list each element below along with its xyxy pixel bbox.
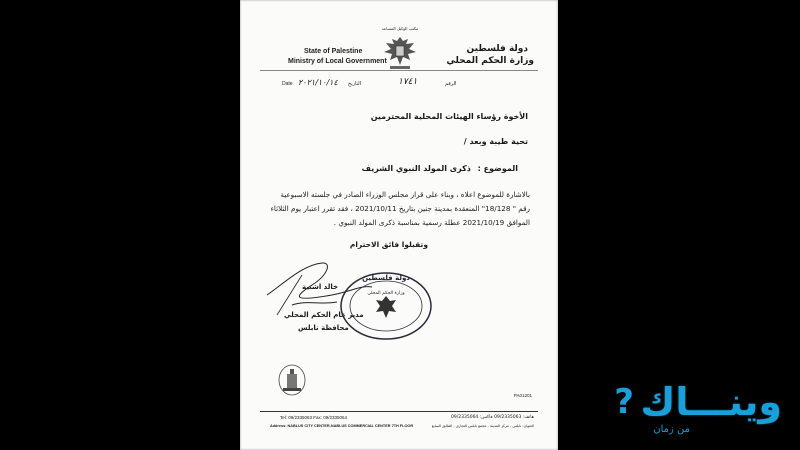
- body-line-3: الموافق 2021/10/19 عطلة رسمية بمناسبة ذكرى المولد النبوي .: [333, 218, 530, 227]
- footer-tel-en: Tel: 09/2335063 Fax: 09/2335064: [280, 415, 348, 420]
- footer-tel-ar: هاتف: 09/2335063 فاكس: 09/2335064: [451, 415, 534, 420]
- body-line-2: رقم " 18/128" المنعقدة بمدينة جنين بتاريخ 2021/10/11 ، فقد تقرر اعتبار يوم الثلاثاء: [270, 204, 530, 213]
- emblem-caption: مكتب الوكيل المساعد: [381, 26, 419, 31]
- addressee: الأخوة رؤساء الهيئات المحلية المحترمين: [370, 112, 528, 121]
- official-stamp: [338, 270, 434, 342]
- signatory-name: خالد اشتية: [302, 283, 339, 291]
- date-label-en: Date: [282, 81, 293, 87]
- date-value: ٢٠٢١/١٠/١٤: [298, 78, 338, 87]
- letterhead-en-title: State of Palestine: [304, 48, 363, 55]
- letterhead-en-ministry: Ministry of Local Government: [288, 58, 387, 65]
- date-label: التاريخ: [348, 81, 361, 87]
- signatory-title: مدير عام الحكم المحلي: [284, 311, 364, 319]
- eagle-emblem-icon: [378, 32, 422, 72]
- footer-code: PA01201: [513, 393, 532, 398]
- stamp-outer-text: دولة فلسطين: [362, 274, 410, 282]
- letter-page: [240, 0, 558, 450]
- body-line-1: بالاشارة للموضوع اعلاه ، وبناء على قرار مجلس الوزراء الصادر في جلسته الاسبوعية: [280, 190, 530, 199]
- subject-line: [362, 164, 518, 173]
- emblem-block: [378, 26, 422, 72]
- brand-logo-text: وينـــاك: [640, 380, 782, 424]
- footer-address-ar: العنوان: نابلس - مركز المدينة - مجمع نابلس التجاري - الطابق السابع: [431, 424, 534, 428]
- ref-value: ١٧٤١: [398, 77, 418, 87]
- brand-tagline: من زمان: [653, 424, 690, 435]
- header-divider: [260, 70, 538, 71]
- closing: وتقبلوا فائق الاحترام: [349, 240, 428, 249]
- subject-text: ذكرى المولد النبوي الشريف: [361, 164, 471, 173]
- subject-label: الموضوع :: [477, 164, 518, 173]
- footer-divider: [260, 411, 538, 412]
- stamp-inner-text: وزارة الحكم المحلي: [367, 291, 405, 296]
- footer-address-en: Address: NABLUS CITY CENTER-NABLUS COMMERCIAL CENTER 7TH FLOOR: [270, 424, 414, 428]
- letterhead: [240, 0, 558, 90]
- letterhead-ar-title: دولة فلسطين: [466, 44, 528, 54]
- ref-label: الرقم: [445, 81, 457, 87]
- brand-question-icon: ?: [614, 382, 634, 422]
- letterhead-ar-ministry: وزارة الحكم المحلي: [446, 56, 534, 66]
- signatory-office: محافظة نابلس: [298, 324, 349, 332]
- brand-watermark: [612, 380, 782, 440]
- footer-building-logo: [278, 364, 306, 396]
- greeting: تحية طيبة وبعد /: [463, 137, 528, 146]
- stamp-eagle-icon: [376, 296, 396, 318]
